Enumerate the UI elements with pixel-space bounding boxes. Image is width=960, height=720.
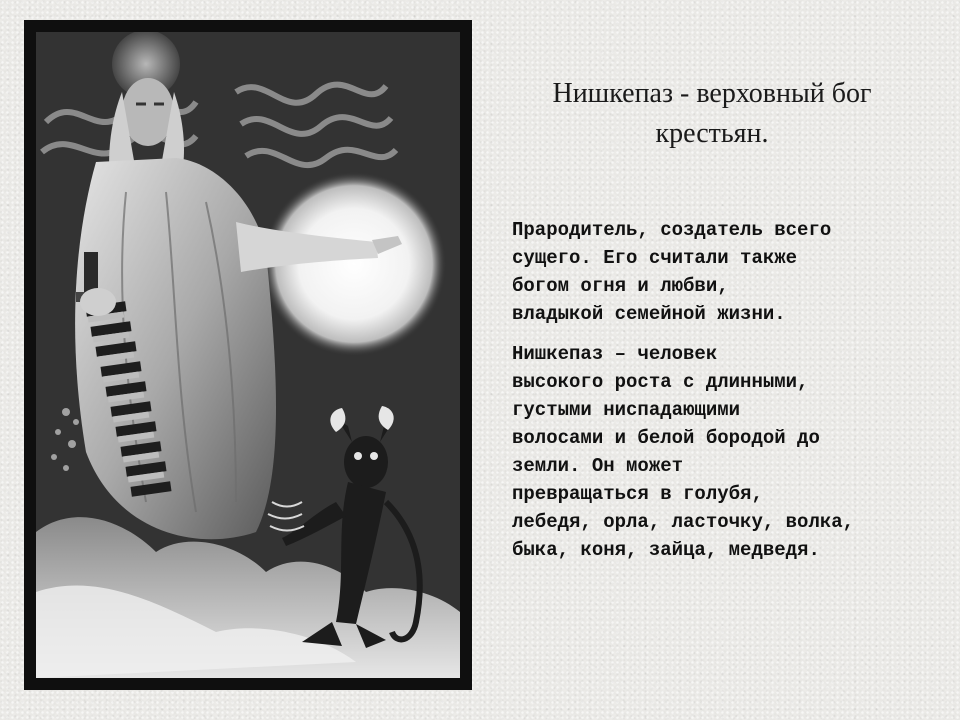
text-line: Нишкепаз – человек <box>512 343 718 365</box>
text-line: владыкой семейной жизни. <box>512 303 786 325</box>
paragraph-origin <box>512 216 932 328</box>
text-line: богом огня и любви, <box>512 275 729 297</box>
slide-title <box>492 74 932 154</box>
text-line: густыми ниспадающими <box>512 399 741 421</box>
deity-illustration <box>24 20 472 690</box>
slide-title-line: Нишкепаз - верховный бог <box>552 78 872 109</box>
text-line: быка, коня, зайца, медведя. <box>512 539 820 561</box>
text-line: волосами и белой бородой до <box>512 427 820 449</box>
deity-illustration-icon <box>36 32 460 678</box>
text-line: превращаться в голубя, <box>512 483 763 505</box>
slide-title-line: крестьян. <box>655 118 769 149</box>
text-line: Прародитель, создатель всего <box>512 219 832 241</box>
text-line: земли. Он может <box>512 455 684 477</box>
text-line: сущего. Его считали также <box>512 247 798 269</box>
paragraph-appearance <box>512 340 932 564</box>
text-line: высокого роста с длинными, <box>512 371 809 393</box>
text-line: лебедя, орла, ласточку, волка, <box>512 511 855 533</box>
body-text <box>512 216 932 576</box>
